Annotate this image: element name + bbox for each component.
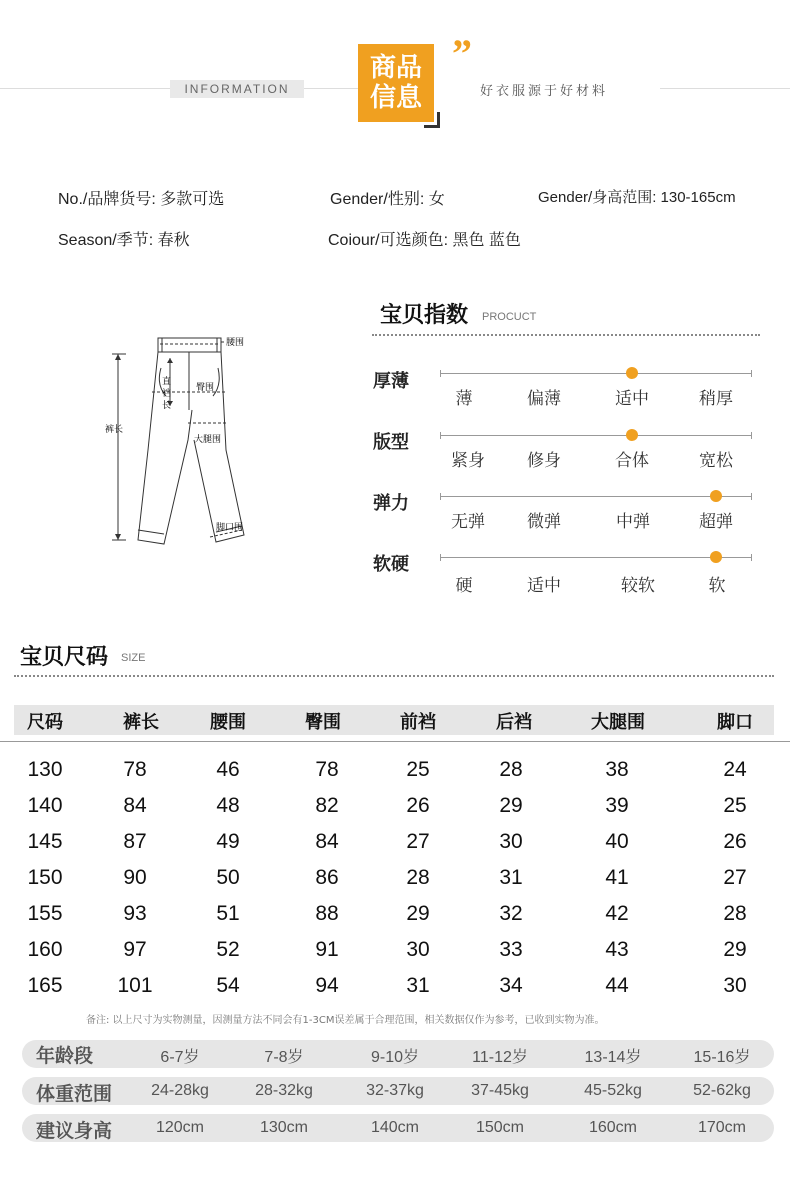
size-cell: 48 (216, 794, 240, 817)
index-option: 硬 (455, 576, 473, 596)
size-cell: 150 (27, 866, 63, 889)
size-cell: 101 (117, 974, 153, 997)
band-value: 9-10岁 (370, 1049, 420, 1066)
index-section-subtitle: PROCUCT (482, 311, 537, 323)
index-option: 超弹 (699, 512, 733, 532)
col-header: 臀围 (305, 712, 341, 733)
size-cell: 97 (123, 938, 147, 961)
index-option: 薄 (455, 389, 473, 409)
index-option: 偏薄 (527, 389, 561, 409)
index-scale-line (440, 435, 752, 436)
index-option: 合体 (615, 451, 649, 471)
band-label: 年龄段 (36, 1045, 94, 1067)
band-value: 32-37kg (366, 1082, 424, 1099)
season: Season/季节: 春秋 (58, 232, 190, 249)
band-value: 52-62kg (693, 1082, 751, 1099)
col-header: 尺码 (27, 712, 63, 733)
length-label: 裤长 (105, 425, 124, 435)
size-cell: 31 (499, 866, 523, 889)
slogan: 好衣服源于好材料 (480, 84, 609, 99)
size-cell: 78 (315, 758, 339, 781)
size-cell: 90 (123, 866, 147, 889)
size-cell: 51 (216, 902, 240, 925)
waist-label: 腰围 (226, 338, 245, 348)
size-cell: 78 (123, 758, 147, 781)
size-cell: 30 (723, 974, 747, 997)
index-section-title: 宝贝指数 (380, 303, 469, 328)
band-label: 体重范围 (36, 1083, 113, 1105)
thigh-label: 大腿围 (194, 435, 222, 445)
index-option: 适中 (615, 389, 649, 409)
index-selected-dot (626, 429, 638, 441)
band-value: 130cm (259, 1119, 309, 1136)
size-cell: 31 (406, 974, 430, 997)
size-section-subtitle: SIZE (121, 652, 146, 664)
band-value: 13-14岁 (584, 1049, 642, 1066)
band-value: 15-16岁 (693, 1049, 751, 1066)
size-cell: 40 (605, 830, 629, 853)
index-selected-dot (710, 551, 722, 563)
col-header: 脚口 (717, 712, 753, 733)
col-header: 腰围 (210, 712, 246, 733)
size-cell: 29 (406, 902, 430, 925)
size-cell: 32 (499, 902, 523, 925)
band-value: 24-28kg (151, 1082, 209, 1099)
size-cell: 130 (27, 758, 63, 781)
size-cell: 84 (123, 794, 147, 817)
col-header: 大腿围 (591, 712, 645, 733)
index-selected-dot (626, 367, 638, 379)
gender: Gender/性别: 女 (330, 191, 445, 208)
size-cell: 30 (499, 830, 523, 853)
hip-label: 臀围 (196, 383, 215, 393)
index-row-label: 弹力 (373, 493, 409, 514)
band-value: 37-45kg (471, 1082, 529, 1099)
size-cell: 93 (123, 902, 147, 925)
size-cell: 26 (723, 830, 747, 853)
index-option: 稍厚 (699, 389, 733, 409)
pants-measurement-diagram (96, 330, 266, 555)
size-cell: 140 (27, 794, 63, 817)
size-cell: 54 (216, 974, 240, 997)
col-header: 后裆 (496, 712, 532, 733)
index-option: 微弹 (527, 512, 561, 532)
band-value: 7-8岁 (264, 1049, 304, 1066)
size-cell: 38 (605, 758, 629, 781)
size-cell: 87 (123, 830, 147, 853)
quote-mark: ” (452, 31, 472, 76)
size-cell: 49 (216, 830, 240, 853)
height-range: Gender/身高范围: 130-165cm (538, 189, 736, 206)
size-cell: 39 (605, 794, 629, 817)
size-cell: 160 (27, 938, 63, 961)
size-section-title: 宝贝尺码 (20, 645, 109, 670)
col-header: 裤长 (123, 712, 159, 733)
size-cell: 43 (605, 938, 629, 961)
size-cell: 50 (216, 866, 240, 889)
band-label: 建议身高 (36, 1120, 113, 1142)
size-cell: 84 (315, 830, 339, 853)
index-option: 宽松 (699, 451, 733, 471)
hem-label: 脚口围 (216, 523, 244, 533)
index-option: 紧身 (451, 451, 485, 471)
index-scale-line (440, 373, 752, 374)
size-cell: 46 (216, 758, 240, 781)
size-cell: 25 (723, 794, 747, 817)
index-selected-dot (710, 490, 722, 502)
index-option: 适中 (527, 576, 561, 596)
band-value: 160cm (588, 1119, 638, 1136)
item-number: No./品牌货号: 多款可选 (58, 191, 225, 208)
band-value: 6-7岁 (160, 1049, 200, 1066)
index-scale-line (440, 496, 752, 497)
rise-label-3: 长 (162, 401, 172, 411)
index-option: 中弹 (616, 512, 650, 532)
size-cell: 41 (605, 866, 629, 889)
size-cell: 25 (406, 758, 430, 781)
size-cell: 29 (499, 794, 523, 817)
size-cell: 91 (315, 938, 339, 961)
band-value: 140cm (370, 1119, 420, 1136)
band-value: 120cm (155, 1119, 205, 1136)
index-option: 较软 (621, 576, 655, 596)
size-cell: 26 (406, 794, 430, 817)
size-cell: 165 (27, 974, 63, 997)
index-scale-line (440, 557, 752, 558)
product-info-logo (358, 44, 434, 122)
index-option: 修身 (527, 451, 561, 471)
size-cell: 33 (499, 938, 523, 961)
logo-line-1: 商品 (369, 53, 422, 83)
index-option: 软 (708, 576, 726, 596)
band-value: 150cm (475, 1119, 525, 1136)
size-cell: 44 (605, 974, 629, 997)
size-cell: 52 (216, 938, 240, 961)
size-cell: 28 (406, 866, 430, 889)
information-tag: INFORMATION (170, 80, 304, 98)
size-cell: 27 (406, 830, 430, 853)
band-value: 28-32kg (255, 1082, 313, 1099)
size-cell: 27 (723, 866, 747, 889)
band-value: 11-12岁 (472, 1049, 528, 1066)
size-note: 备注: 以上尺寸为实物测量，因测量方法不同会有1-3CM误差属于合理范围，相关数据仅作为参考，已收到实物为准。 (86, 1015, 605, 1026)
index-row-label: 软硬 (373, 554, 409, 575)
rise-label-2: 裆 (162, 389, 172, 399)
size-cell: 28 (723, 902, 747, 925)
band-value: 45-52kg (584, 1082, 642, 1099)
size-cell: 88 (315, 902, 339, 925)
size-cell: 42 (605, 902, 629, 925)
size-cell: 94 (315, 974, 339, 997)
size-cell: 28 (499, 758, 523, 781)
index-option: 无弹 (451, 512, 485, 532)
size-cell: 155 (27, 902, 63, 925)
index-row-label: 版型 (373, 432, 409, 453)
size-cell: 24 (723, 758, 747, 781)
size-cell: 29 (723, 938, 747, 961)
size-cell: 82 (315, 794, 339, 817)
size-cell: 145 (27, 830, 63, 853)
index-row-label: 厚薄 (373, 371, 409, 392)
size-cell: 34 (499, 974, 523, 997)
rise-label-1: 直 (162, 377, 172, 387)
logo-corner-decoration (424, 112, 440, 128)
colour: Coiour/可选颜色: 黑色 蓝色 (328, 232, 521, 249)
logo-line-2: 信息 (369, 83, 422, 113)
col-header: 前裆 (400, 712, 436, 733)
size-cell: 86 (315, 866, 339, 889)
band-value: 170cm (697, 1119, 747, 1136)
size-cell: 30 (406, 938, 430, 961)
